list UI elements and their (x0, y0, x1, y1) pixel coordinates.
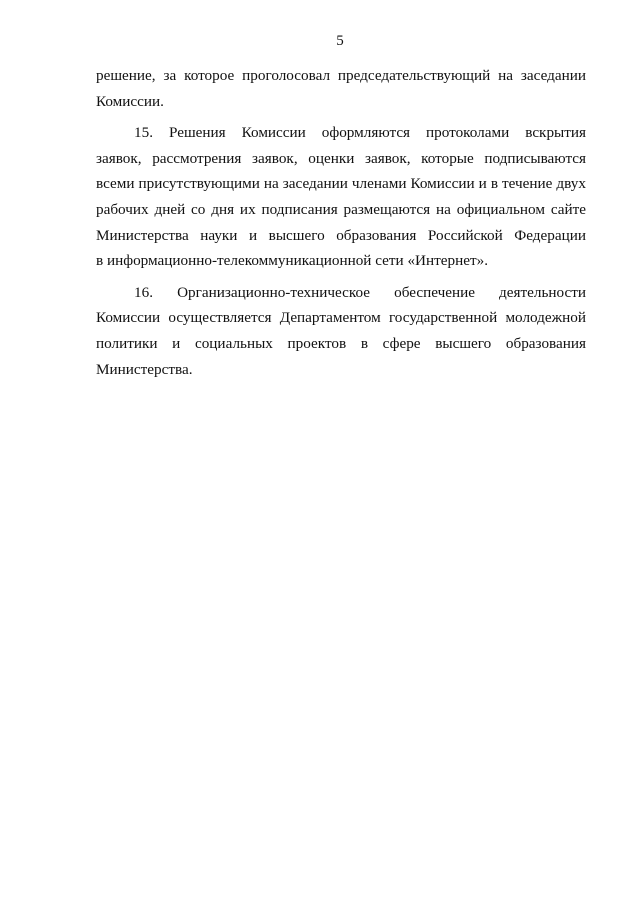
text-line: всеми присутствующими на заседании членами Комиссии и в течение двух (96, 175, 586, 193)
text-line: Министерства. (96, 360, 193, 378)
paragraph-16 (96, 280, 586, 382)
paragraph-15 (96, 120, 586, 274)
document-body (96, 63, 586, 382)
text-line: рабочих дней со дня их подписания размещаются на официальном сайте (96, 200, 586, 218)
text-line: заявок, рассмотрения заявок, оценки заявок, которые подписываются (96, 149, 586, 167)
text-line: Комиссии. (96, 92, 164, 110)
page-number: 5 (336, 33, 344, 49)
text-line: в информационно-телекоммуникационной сети «Интернет». (96, 252, 489, 270)
text-line: Комиссии осуществляется Департаментом государственной молодежной (96, 309, 586, 327)
text-line: решение, за которое проголосовал председательствующий на заседании (96, 67, 586, 84)
text-line: Министерства науки и высшего образования Российской Федерации (96, 226, 586, 244)
text-line: 15. Решения Комиссии оформляются протоколами вскрытия (134, 124, 586, 142)
paragraph-continuation (96, 63, 586, 114)
text-line: политики и социальных проектов в сфере высшего образования (96, 334, 586, 352)
text-line: 16. Организационно-техническое обеспечение деятельности (134, 283, 586, 301)
